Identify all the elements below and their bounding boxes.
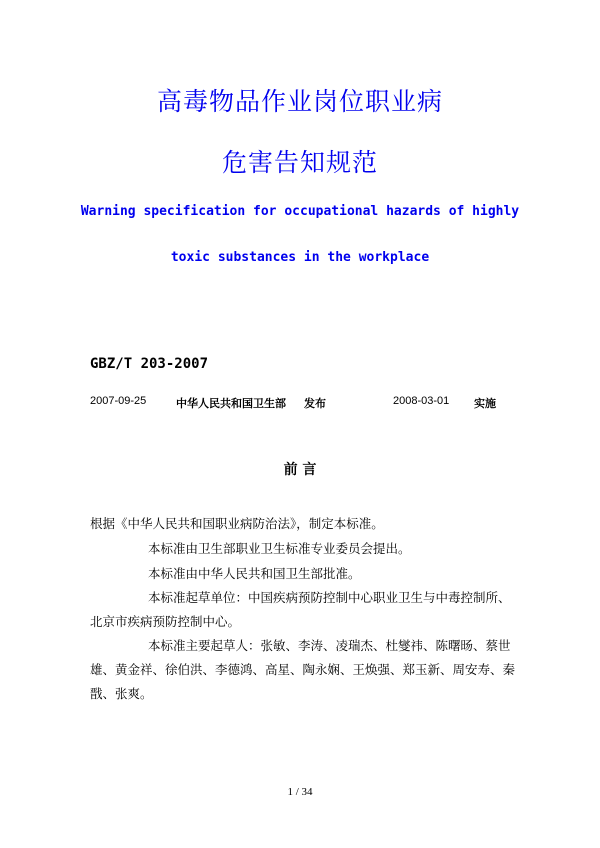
title-en-line2: toxic substances in the workplace xyxy=(170,250,430,265)
title-cn-line1: 高毒物品作业岗位职业病 xyxy=(156,87,443,116)
paragraph-drafting-units-line1: 本标准起草单位：中国疾病预防控制中心职业卫生与中毒控制所、 xyxy=(148,590,511,605)
paragraph-drafters-line2: 雄、黄金祥、徐伯洪、李德鸿、高星、陶永娴、王焕强、郑玉新、周安寿、秦 xyxy=(90,662,516,677)
paragraph-drafters-line1: 本标准主要起草人：张敏、李涛、凌瑞杰、杜燮祎、陈曙旸、蔡世 xyxy=(148,638,511,653)
publisher: 中华人民共和国卫生部 xyxy=(176,397,286,410)
paragraph-drafting-units-line2: 北京市疾病预防控制中心。 xyxy=(90,614,241,629)
publish-date: 2007-09-25 xyxy=(90,395,147,407)
paragraph-proposer: 本标准由卫生部职业卫生标准专业委员会提出。 xyxy=(148,541,411,556)
implement-action: 实施 xyxy=(474,397,496,410)
standard-number: GBZ/T 203-2007 xyxy=(90,356,209,372)
implement-date: 2008-03-01 xyxy=(393,395,450,407)
foreword-heading: 前 言 xyxy=(283,462,317,478)
title-cn-line2: 危害告知规范 xyxy=(221,148,378,177)
paragraph-approver: 本标准由中华人民共和国卫生部批准。 xyxy=(148,566,361,581)
paragraph-basis: 根据《中华人民共和国职业病防治法》，制定本标准。 xyxy=(90,516,384,531)
publish-action: 发布 xyxy=(304,397,326,410)
paragraph-drafters-line3: 戬、张爽。 xyxy=(90,686,153,701)
title-en-line1: Warning specification for occupational hazards of highly xyxy=(80,204,520,219)
page-indicator: 1 / 34 xyxy=(287,786,313,798)
